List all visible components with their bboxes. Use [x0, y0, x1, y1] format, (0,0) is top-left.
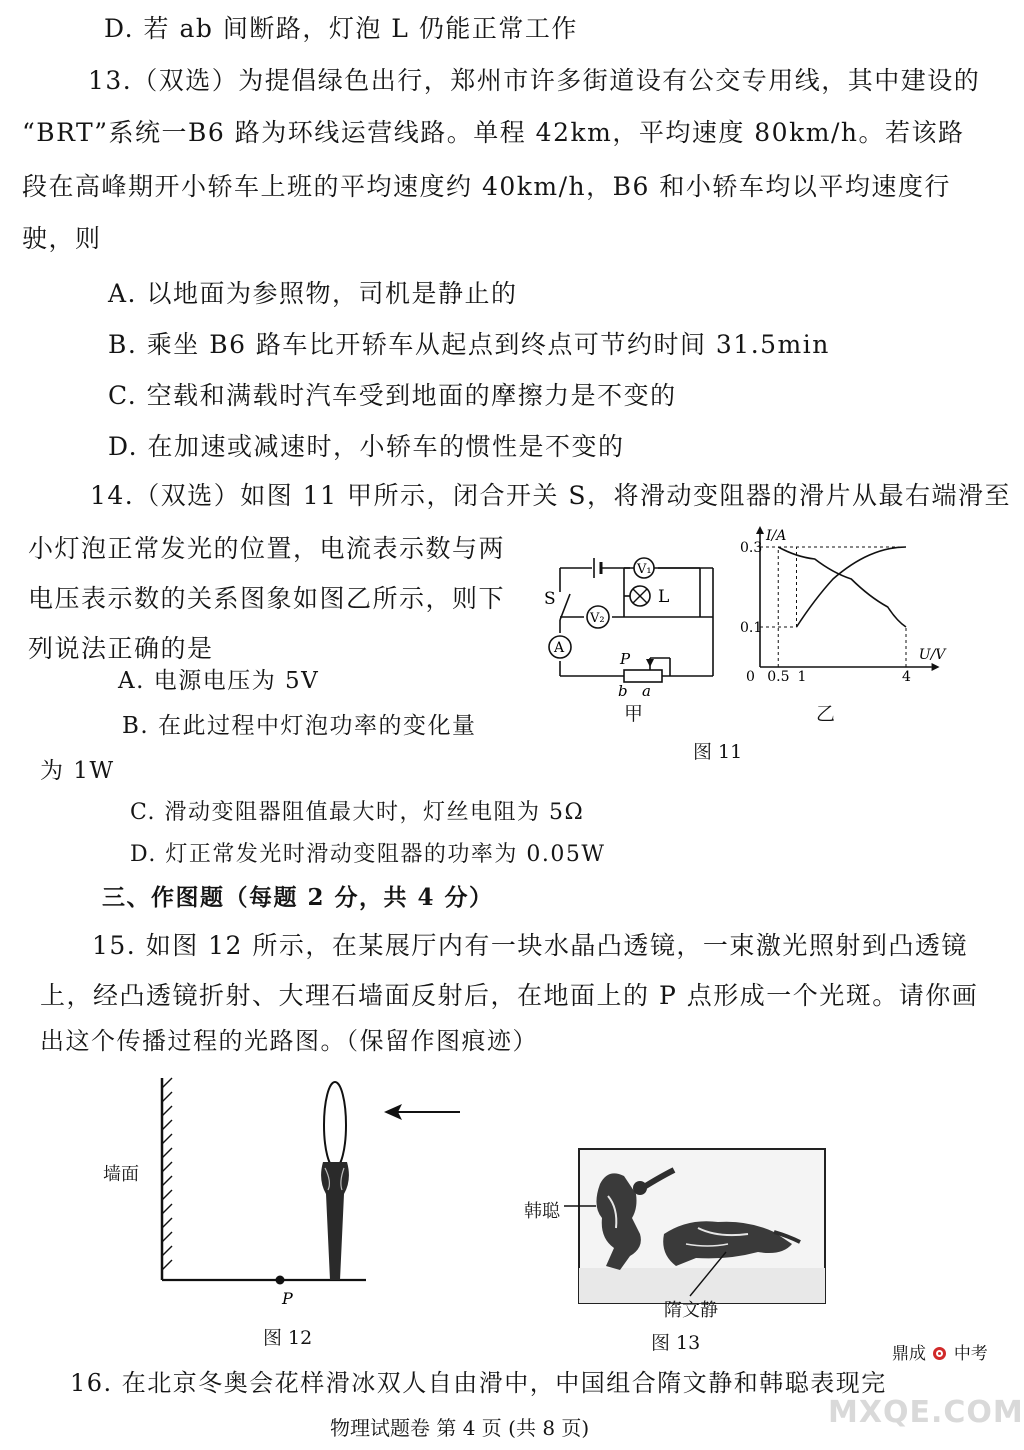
- circuit-label-v2: V₂: [590, 611, 605, 626]
- q15-stem-line1: 15. 如图 12 所示，在某展厅内有一块水晶凸透镜，一束激光照射到凸透镜: [92, 931, 968, 960]
- q15-stem-line2: 上，经凸透镜折射、大理石墙面反射后，在地面上的 P 点形成一个光斑。请你画: [40, 981, 979, 1010]
- circuit-label-a-end: a: [642, 682, 651, 700]
- figure-11-caption: 图 11: [693, 741, 743, 763]
- figure-12-lens-diagram: [140, 1070, 480, 1310]
- x-tick-0-5: 0.5: [767, 669, 790, 685]
- page-footer: 物理试题卷 第 4 页 (共 8 页): [330, 1416, 590, 1440]
- q13-stem-line4: 驶，则: [22, 224, 102, 253]
- figure-11-circuit: [540, 540, 730, 700]
- q13-stem-line1: 13.（双选）为提倡绿色出行，郑州市许多街道设有公交专用线，其中建设的: [88, 66, 981, 95]
- q15-stem-line3: 出这个传播过程的光路图。（保留作图痕迹）: [40, 1027, 538, 1055]
- x-tick-4: 4: [902, 669, 911, 685]
- circuit-label-p: P: [620, 650, 631, 668]
- q14-stem-line1: 14.（双选）如图 11 甲所示，闭合开关 S，将滑动变阻器的滑片从最右端滑至: [90, 481, 1012, 510]
- x-tick-0: 0: [746, 669, 755, 685]
- x-tick-1: 1: [797, 669, 807, 685]
- circuit-label-b: b: [618, 682, 628, 700]
- section-3-heading: 三、作图题（每题 2 分，共 4 分）: [102, 884, 494, 911]
- q14-option-d: D. 灯正常发光时滑动变阻器的功率为 0.05W: [130, 842, 606, 867]
- q14-option-a: A. 电源电压为 5V: [118, 668, 320, 694]
- q16-stem-line1: 16. 在北京冬奥会花样滑冰双人自由滑中，中国组合隋文静和韩聪表现完: [70, 1369, 887, 1397]
- figure-11-yi-label: 乙: [816, 703, 836, 725]
- figure-11-iu-chart: [740, 524, 946, 685]
- y-tick-0-3: 0.3: [740, 540, 763, 556]
- circuit-label-l: L: [658, 587, 670, 607]
- y-axis-label: I/A: [766, 528, 787, 544]
- q14-stem-line3: 电压表示数的关系图象如图乙所示，则下: [28, 584, 506, 613]
- y-tick-0-1: 0.1: [740, 620, 763, 636]
- brand-tag: 中考: [953, 1344, 988, 1364]
- target-icon: [933, 1347, 946, 1360]
- sui-wenjing-label: 隋文静: [664, 1300, 718, 1321]
- point-p-label: P: [282, 1289, 293, 1308]
- figure-13-caption: 图 13: [651, 1332, 701, 1354]
- figure-11-jia-label: 甲: [624, 703, 644, 725]
- q13-stem-line3: 段在高峰期开小轿车上班的平均速度约 40km/h，B6 和小轿车均以平均速度行: [22, 172, 951, 201]
- q13-stem-line2: “BRT”系统一B6 路为环线运营线路。单程 42km，平均速度 80km/h。若该路: [22, 118, 965, 147]
- q14-stem-line2: 小灯泡正常发光的位置，电流表示数与两: [28, 534, 506, 563]
- circuit-label-s: S: [544, 589, 556, 609]
- watermark-text: MXQE.COM: [828, 1395, 1024, 1430]
- series-curve-1: [778, 547, 906, 627]
- x-axis-arrow: [932, 663, 940, 671]
- brand-name: 鼎成: [892, 1344, 926, 1364]
- q14-option-b-cont: 为 1W: [40, 758, 115, 784]
- circuit-label-a: A: [554, 640, 565, 656]
- q13-option-a: A. 以地面为参照物，司机是静止的: [108, 279, 518, 308]
- q14-option-c: C. 滑动变阻器阻值最大时，灯丝电阻为 5Ω: [130, 800, 585, 825]
- q13-option-b: B. 乘坐 B6 路车比开轿车从起点到终点可节约时间 31.5min: [108, 330, 830, 359]
- figure-12-caption: 图 12: [263, 1327, 313, 1349]
- x-axis-label: U/V: [918, 647, 946, 663]
- circuit-label-v1: V₁: [637, 562, 652, 577]
- y-axis-arrow: [756, 526, 764, 534]
- brand-logo: [892, 1339, 988, 1364]
- q14-stem-line4: 列说法正确的是: [28, 634, 214, 663]
- q14-option-b: B. 在此过程中灯泡功率的变化量: [122, 713, 477, 739]
- q12-option-d: D. 若 ab 间断路，灯泡 L 仍能正常工作: [104, 14, 578, 43]
- han-cong-label: 韩聪: [524, 1201, 560, 1222]
- wall-label: 墙面: [103, 1164, 139, 1185]
- q13-option-d: D. 在加速或减速时，小轿车的惯性是不变的: [108, 432, 625, 461]
- figure-13-skating-photo: [578, 1148, 826, 1304]
- q13-option-c: C. 空载和满载时汽车受到地面的摩擦力是不变的: [108, 381, 677, 410]
